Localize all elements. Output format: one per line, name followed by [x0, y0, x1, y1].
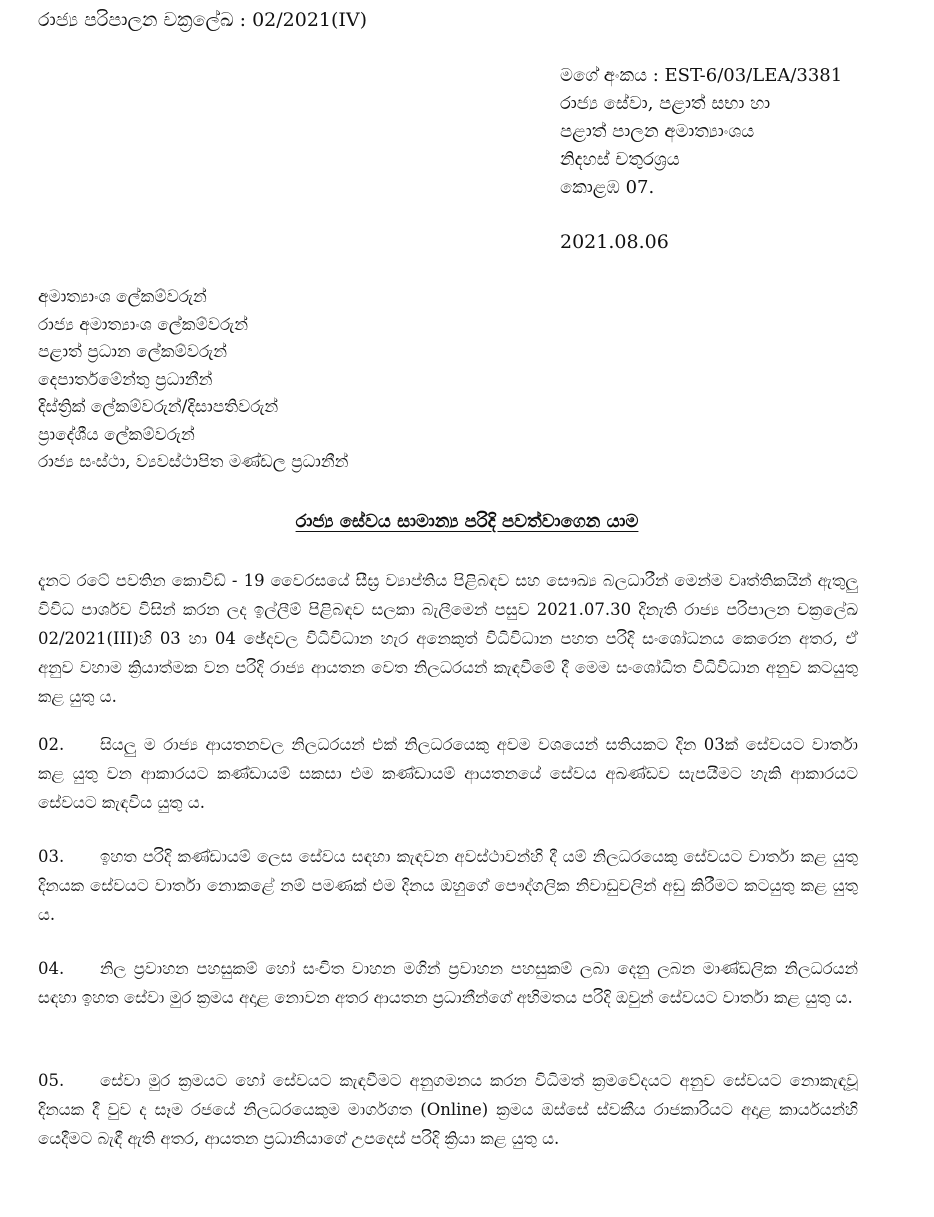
recipient-item: රාජ්‍ය අමාත්‍යාංශ ලේකම්වරුන්	[38, 314, 249, 335]
address-line-1: නිදහස් චතුරශ්‍රය	[560, 149, 680, 170]
ministry-name-line-1: රාජ්‍ය සේවා, පළාත් සභා හා	[560, 93, 771, 114]
paragraph-05	[38, 1066, 858, 1153]
paragraph-text: සේවා මුර ක්‍රමයට හෝ සේවයට කැඳවීමට අනුගමනය කරන විධිමත් ක්‍රමවේදයට අනුව සේවයට නොකැඳවූ දිනයක දී වුව ද සෑම රජයේ නිලධරයෙකුම මාර්ගගත (Online) ක්‍රමය ඔස්සේ ස්වකීය රාජකාරියට අදාළ කාර්යයන්හි යෙදීමට බැඳී ඇති අතර, ආයතන ප්‍රධානියාගේ උපදෙස් පරිදි ක්‍රියා කළ යුතු ය.	[38, 1071, 858, 1148]
ministry-name-line-2: පළාත් පාලන අමාත්‍යාංශය	[560, 121, 755, 142]
recipient-item: ප්‍රාදේශීය ලේකම්වරුන්	[38, 424, 195, 445]
recipient-item: පළාත් ප්‍රධාන ලේකම්වරුන්	[38, 342, 228, 362]
recipient-item: දෙපාර්තමේන්තු ප්‍රධානීන්	[38, 369, 213, 390]
paragraph-number: 03.	[38, 847, 65, 866]
paragraph-02	[38, 730, 858, 817]
paragraph-04	[38, 954, 858, 1012]
address-line-2: කොළඹ 07.	[560, 177, 655, 198]
recipient-item: දිස්ත්‍රික් ලේකම්වරුන්/දිසාපතිවරුන්	[38, 397, 279, 417]
paragraph-number: 05.	[38, 1071, 65, 1090]
subject-heading: රාජ්‍ය සේවය සාමාන්‍ය පරිදි පවත්වාගෙන යාම	[295, 511, 639, 532]
intro-paragraph: දැනට රටේ පවතින කොවිඩ් - 19 වෛරසයේ සීඝ්‍ර ව්‍යාප්තිය පිළිබඳව සහ සෞඛ්‍ය බලධාරීන් මෙන්ම වෘත්තිකයින් ඇතුලු විවිධ පාර්ශව විසින් කරන ලද ඉල්ලීම් පිළිබඳව සලකා බැලීමෙන් පසුව 2021.07.30 දිනැති රාජ්‍ය පරිපාලන චක්‍රලේඛ 02/2021(III)හි 03 හා 04 ඡේදවල විධිවිධාන හැර අනෙකුත් විධිවිධාන පහත පරිදි සංශෝධනය කෙරෙන අතර, ඒ අනුව වහාම ක්‍රියාත්මක වන පරිදි රාජ්‍ය ආයතන වෙත නිලධරයන් කැඳවීමේ දී මෙම සංශෝධිත විධිවිධාන අනුව කටයුතු කළ යුතු ය.	[38, 571, 858, 706]
paragraph-text: සියලු ම රාජ්‍ය ආයතනවල නිලධරයන් එක් නිලධරයෙකු අවම වශයෙන් සතියකට දින 03ක් සේවයට වාර්තා කළ යුතු වන ආකාරයට කණ්ඩායම් සකසා එම කණ්ඩායම් ආයතනයේ සේවය අඛණ්ඩව සැපයීමට හැකි ආකාරයට සේවයට කැඳවිය යුතු ය.	[38, 735, 858, 812]
paragraph-text: ඉහත පරිදි කණ්ඩායම් ලෙස සේවය සඳහා කැඳවන අවස්ථාවන්හි දී යම් නිලධරයෙකු සේවයට වාර්තා කළ යුතු දිනයක සේවයට වාර්තා නොකළේ නම් පමණක් එම දිනය ඔහුගේ පෞද්ගලික නිවාඩුවලින් අඩු කිරීමට කටයුතු කළ යුතු ය.	[38, 847, 858, 924]
paragraph-number: 04.	[38, 959, 65, 978]
paragraph-number: 02.	[38, 735, 65, 754]
paragraph-text: නිල ප්‍රවාහන පහසුකම් හෝ සංචිත වාහන මගින් ප්‍රවාහන පහසුකම් ලබා දෙනු ලබන මාණ්ඩලික නිලධරයන් සඳහා ඉහත සේවා මුර ක්‍රමය අදාළ නොවන අතර ආයතන ප්‍රධානීන්ගේ අභිමතය පරිදි ඔවුන් සේවයට වාර්තා කළ යුතු ය.	[38, 959, 858, 1007]
paragraph-03	[38, 842, 858, 929]
recipient-item: අමාත්‍යාංශ ලේකම්වරුන්	[38, 287, 207, 307]
reference-number: මගේ අංකය : EST-6/03/LEA/3381	[560, 65, 843, 86]
recipient-list	[38, 284, 738, 477]
letter-date: 2021.08.06	[560, 231, 669, 253]
sender-address-block	[560, 62, 900, 202]
circular-reference: රාජ්‍ය පරිපාලන චක්‍රලේඛ : 02/2021(IV)	[38, 9, 368, 31]
recipient-item: රාජ්‍ය සංස්ථා, ව්‍යවස්ථාපිත මණ්ඩල ප්‍රධානීන්	[38, 452, 349, 472]
